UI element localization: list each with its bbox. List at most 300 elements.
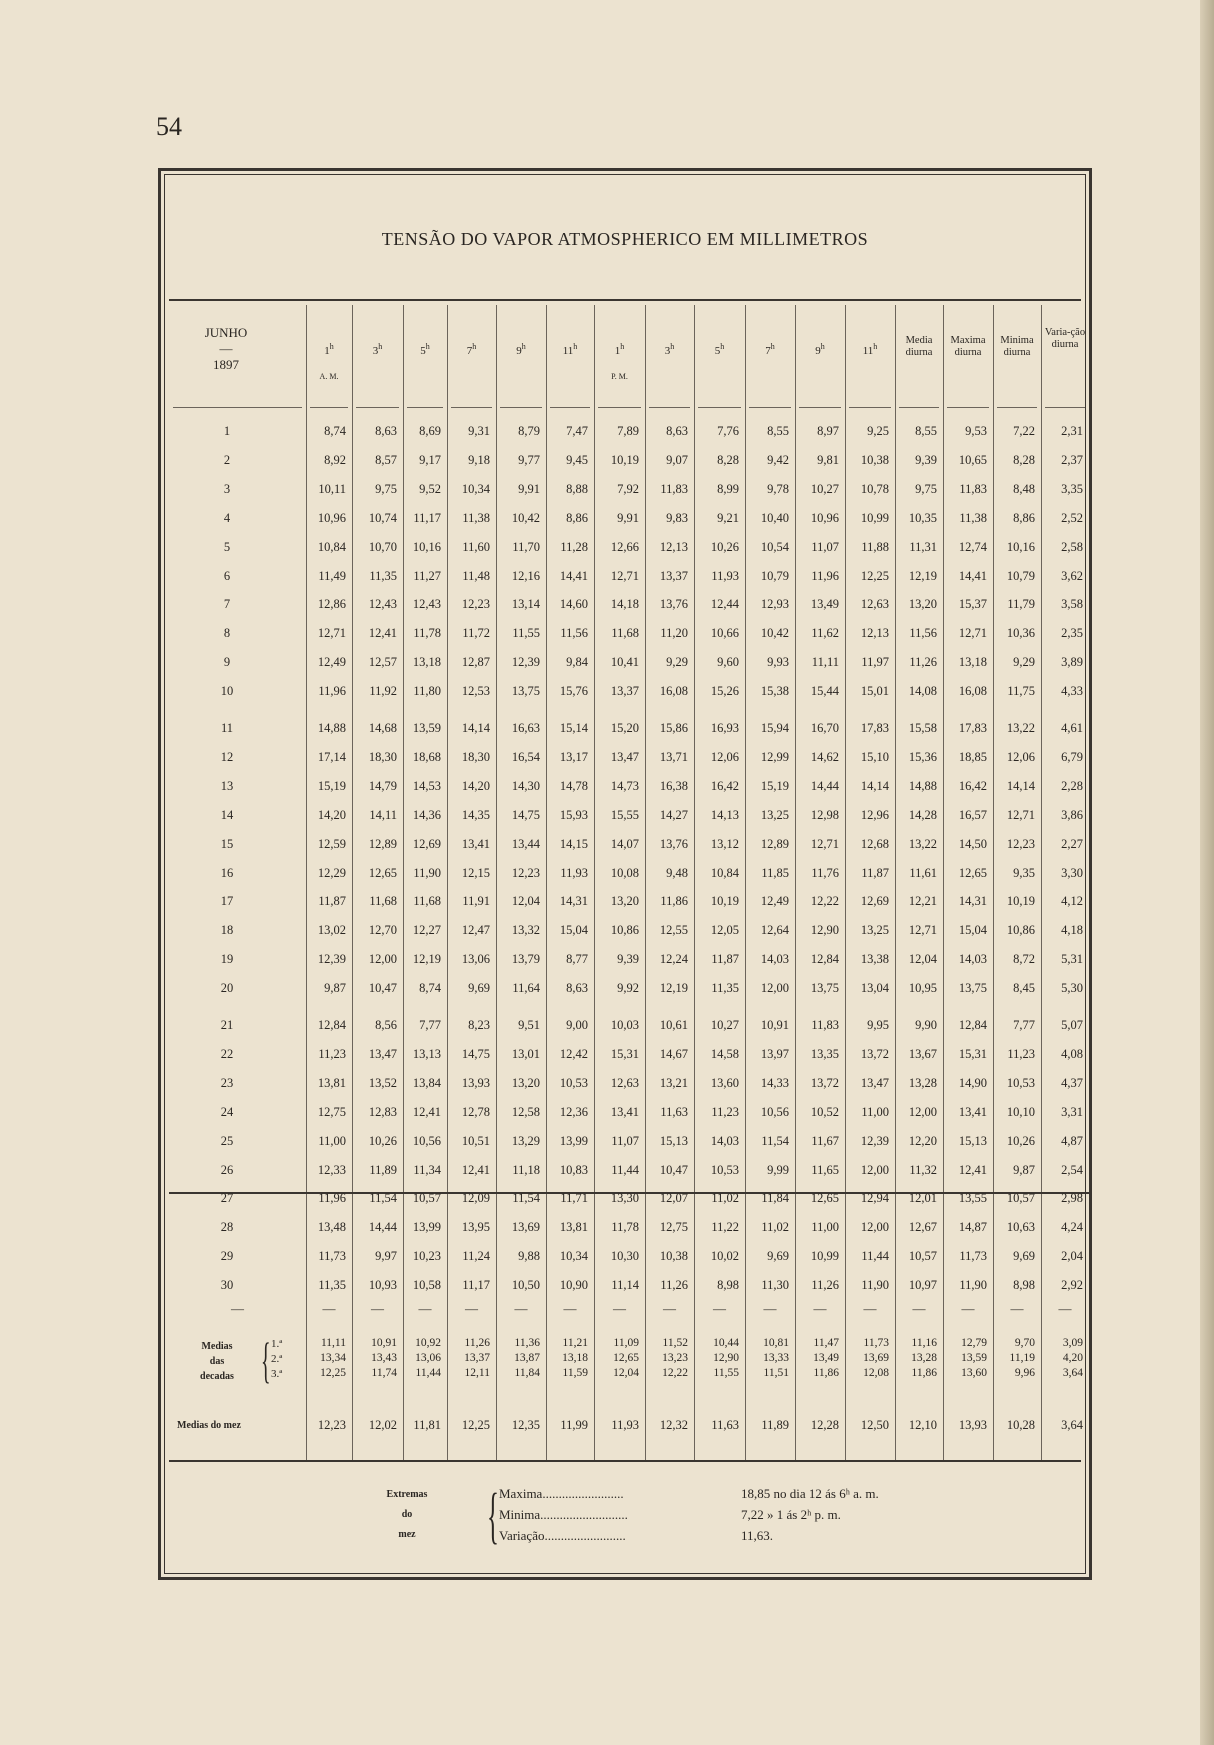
day-number: 1 bbox=[223, 424, 231, 438]
value-cell: 4,33 bbox=[1061, 684, 1083, 699]
hour-number: 3 bbox=[664, 345, 671, 357]
table-bottom-rule bbox=[169, 1460, 1081, 1462]
value-cell: 14,41 bbox=[958, 568, 987, 583]
value-cell: 8,72 bbox=[1013, 952, 1035, 967]
value-cell: 13,22 bbox=[908, 836, 937, 851]
value-cell: 10,83 bbox=[559, 1162, 588, 1177]
table-row bbox=[161, 537, 1089, 557]
value-cell: 13,41 bbox=[461, 836, 490, 851]
value-cell: 14,13 bbox=[710, 807, 739, 822]
value-cell: 11,90 bbox=[413, 865, 441, 880]
table-title: TENSÃO DO VAPOR ATMOSPHERICO EM MILLIMETROS bbox=[381, 229, 869, 249]
header-underline bbox=[799, 407, 841, 408]
value-cell: 12,27 bbox=[412, 923, 441, 938]
value-cell: 12,84 bbox=[810, 952, 839, 967]
value-cell: 12,71 bbox=[317, 626, 346, 641]
value-cell: 10,26 bbox=[368, 1133, 397, 1148]
value-cell: 14,60 bbox=[559, 597, 588, 612]
dash-mark: — bbox=[371, 1301, 384, 1316]
value-cell: 11,73 bbox=[863, 1337, 889, 1349]
value-cell: 10,51 bbox=[461, 1133, 490, 1148]
value-cell: 14,50 bbox=[958, 836, 987, 851]
header-underline bbox=[310, 407, 348, 408]
value-cell: 4,24 bbox=[1061, 1220, 1083, 1235]
value-cell: 11,32 bbox=[909, 1162, 937, 1177]
value-cell: 11,91 bbox=[462, 894, 490, 909]
value-cell: 9,51 bbox=[518, 1018, 540, 1032]
value-cell: 12,02 bbox=[368, 1418, 397, 1432]
table-row bbox=[161, 978, 1089, 998]
value-cell: 8,45 bbox=[1013, 981, 1035, 996]
value-cell: 11,38 bbox=[462, 510, 490, 525]
value-cell: 12,42 bbox=[559, 1046, 588, 1061]
value-cell: 2,04 bbox=[1061, 1249, 1083, 1264]
value-cell: 9,99 bbox=[767, 1162, 789, 1177]
value-cell: 5,30 bbox=[1061, 981, 1083, 996]
value-cell: 8,86 bbox=[1013, 510, 1035, 525]
value-cell: 15,31 bbox=[958, 1046, 987, 1061]
value-cell: 14,41 bbox=[559, 568, 588, 583]
hour-unit: h bbox=[873, 342, 878, 351]
value-cell: 12,94 bbox=[860, 1191, 889, 1206]
value-cell: 12,53 bbox=[461, 684, 490, 699]
month-means-row bbox=[161, 1415, 1089, 1435]
value-cell: 16,42 bbox=[958, 778, 987, 793]
value-cell: 8,55 bbox=[915, 424, 937, 438]
value-cell: 14,31 bbox=[958, 894, 987, 909]
value-cell: 12,65 bbox=[613, 1352, 639, 1364]
hour-unit: h bbox=[620, 342, 625, 351]
hour-unit: h bbox=[820, 342, 825, 351]
value-cell: 11,38 bbox=[959, 510, 987, 525]
value-cell: 9,52 bbox=[419, 481, 441, 496]
value-cell: 9,42 bbox=[767, 452, 789, 467]
value-cell: 8,57 bbox=[375, 452, 397, 467]
value-cell: 9,70 bbox=[1014, 1337, 1035, 1349]
value-cell: 14,11 bbox=[369, 807, 397, 822]
value-cell: 13,41 bbox=[610, 1104, 639, 1119]
value-cell: 12,98 bbox=[810, 807, 839, 822]
value-cell: 17,14 bbox=[317, 749, 346, 764]
hour-header bbox=[845, 341, 895, 357]
value-cell: 9,83 bbox=[666, 510, 688, 525]
value-cell: 13,47 bbox=[368, 1046, 397, 1061]
value-cell: 11,90 bbox=[959, 1278, 987, 1293]
value-cell: 17,83 bbox=[860, 721, 889, 735]
value-cell: 12,89 bbox=[760, 836, 789, 851]
value-cell: 4,87 bbox=[1061, 1133, 1083, 1148]
header-underline bbox=[997, 407, 1037, 408]
value-cell: 3,31 bbox=[1061, 1104, 1083, 1119]
header-underline bbox=[173, 407, 302, 408]
value-cell: 3,30 bbox=[1061, 865, 1083, 880]
value-cell: 11,63 bbox=[711, 1418, 739, 1432]
value-cell: 10,79 bbox=[760, 568, 789, 583]
value-cell: 12,10 bbox=[908, 1418, 937, 1432]
value-cell: 12,59 bbox=[317, 836, 346, 851]
decade-number: 1.ª bbox=[271, 1338, 283, 1350]
value-cell: 2,35 bbox=[1061, 626, 1083, 641]
value-cell: 10,26 bbox=[710, 539, 739, 554]
value-cell: 13,59 bbox=[961, 1352, 987, 1364]
value-cell: 15,13 bbox=[659, 1133, 688, 1148]
value-cell: 13,32 bbox=[511, 923, 540, 938]
value-cell: 7,47 bbox=[566, 424, 588, 438]
value-cell: 14,88 bbox=[908, 778, 937, 793]
table-row bbox=[161, 718, 1089, 738]
day-number: 30 bbox=[220, 1278, 234, 1293]
value-cell: 10,42 bbox=[511, 510, 540, 525]
value-cell: 13,06 bbox=[415, 1352, 441, 1364]
table-row bbox=[161, 1275, 1089, 1295]
header-underline bbox=[407, 407, 443, 408]
value-cell: 14,36 bbox=[412, 807, 441, 822]
value-cell: 11,56 bbox=[909, 626, 937, 641]
table-frame bbox=[158, 168, 1092, 1580]
table-row bbox=[161, 776, 1089, 796]
dash-mark: — bbox=[663, 1301, 676, 1316]
value-cell: 13,87 bbox=[514, 1352, 540, 1364]
table-row bbox=[161, 1246, 1089, 1266]
value-cell: 9,25 bbox=[867, 424, 889, 438]
value-cell: 9,17 bbox=[419, 452, 441, 467]
value-cell: 12,87 bbox=[461, 655, 490, 670]
dash-mark: — bbox=[813, 1301, 827, 1316]
value-cell: 11,59 bbox=[562, 1367, 588, 1379]
value-cell: 12,09 bbox=[461, 1191, 490, 1206]
day-number: 3 bbox=[223, 481, 231, 496]
value-cell: 11,17 bbox=[462, 1278, 490, 1293]
hour-header bbox=[352, 341, 403, 357]
table-row bbox=[161, 1073, 1089, 1093]
value-cell: 11,02 bbox=[711, 1191, 739, 1206]
value-cell: 12,79 bbox=[961, 1337, 987, 1349]
value-cell: 10,19 bbox=[1006, 894, 1035, 909]
value-cell: 2,27 bbox=[1061, 836, 1083, 851]
value-cell: 13,30 bbox=[610, 1191, 639, 1206]
header-underline bbox=[598, 407, 641, 408]
value-cell: 10,27 bbox=[810, 481, 839, 496]
value-cell: 11,72 bbox=[462, 626, 490, 641]
value-cell: 10,41 bbox=[610, 655, 639, 670]
value-cell: 15,58 bbox=[908, 721, 937, 735]
value-cell: 11,81 bbox=[413, 1418, 441, 1432]
value-cell: 11,70 bbox=[512, 539, 540, 554]
value-cell: 8,63 bbox=[666, 424, 688, 438]
value-cell: 10,27 bbox=[710, 1018, 739, 1032]
value-cell: 12,84 bbox=[317, 1018, 346, 1032]
table-row bbox=[161, 863, 1089, 883]
header-underline bbox=[899, 407, 939, 408]
value-cell: 3,89 bbox=[1061, 655, 1083, 670]
value-cell: 10,47 bbox=[659, 1162, 688, 1177]
value-cell: 12,28 bbox=[810, 1418, 839, 1432]
day-number: 26 bbox=[220, 1162, 234, 1177]
value-cell: 12,63 bbox=[860, 597, 889, 612]
value-cell: 14,35 bbox=[461, 807, 490, 822]
value-cell: 13,52 bbox=[368, 1075, 397, 1090]
value-cell: 12,36 bbox=[559, 1104, 588, 1119]
value-cell: 12,19 bbox=[412, 952, 441, 967]
table-row bbox=[161, 920, 1089, 940]
value-cell: 4,18 bbox=[1061, 923, 1083, 938]
day-number: 23 bbox=[220, 1075, 234, 1090]
value-cell: 13,84 bbox=[412, 1075, 441, 1090]
value-cell: 14,20 bbox=[461, 778, 490, 793]
value-cell: 12,70 bbox=[368, 923, 397, 938]
decade-row bbox=[161, 1366, 1089, 1381]
value-cell: 13,47 bbox=[860, 1075, 889, 1090]
value-cell: 9,77 bbox=[518, 452, 540, 467]
value-cell: 10,35 bbox=[908, 510, 937, 525]
value-cell: 13,02 bbox=[317, 923, 346, 938]
value-cell: 10,54 bbox=[760, 539, 789, 554]
day-number: 11 bbox=[220, 721, 234, 735]
value-cell: 10,57 bbox=[412, 1191, 441, 1206]
value-cell: 10,19 bbox=[710, 894, 739, 909]
value-cell: 11,74 bbox=[371, 1367, 397, 1379]
value-cell: 11,35 bbox=[318, 1278, 346, 1293]
value-cell: 10,96 bbox=[810, 510, 839, 525]
value-cell: 11,64 bbox=[512, 981, 540, 996]
value-cell: 11,20 bbox=[660, 626, 688, 641]
extremes-minima-label: Minima........................... bbox=[499, 1507, 628, 1522]
table-row bbox=[161, 747, 1089, 767]
value-cell: 13,71 bbox=[659, 749, 688, 764]
value-cell: 8,98 bbox=[717, 1278, 739, 1293]
value-cell: 13,25 bbox=[760, 807, 789, 822]
day-number: 21 bbox=[220, 1018, 234, 1032]
value-cell: 10,61 bbox=[659, 1018, 688, 1032]
decades-label: das bbox=[209, 1356, 225, 1367]
value-cell: 12,75 bbox=[659, 1220, 688, 1235]
value-cell: 8,88 bbox=[566, 481, 588, 496]
value-cell: 10,10 bbox=[1006, 1104, 1035, 1119]
value-cell: 12,22 bbox=[662, 1367, 688, 1379]
hour-unit: h bbox=[521, 342, 526, 351]
value-cell: 12,15 bbox=[461, 865, 490, 880]
hour-header bbox=[403, 341, 447, 357]
value-cell: 14,44 bbox=[368, 1220, 397, 1235]
decade-row bbox=[161, 1336, 1089, 1351]
value-cell: 12,06 bbox=[1006, 749, 1035, 764]
value-cell: 13,76 bbox=[659, 836, 688, 851]
value-cell: 15,76 bbox=[559, 684, 588, 699]
value-cell: 12,71 bbox=[908, 923, 937, 938]
value-cell: 12,58 bbox=[511, 1104, 540, 1119]
value-cell: 12,04 bbox=[613, 1367, 639, 1379]
value-cell: 11,78 bbox=[611, 1220, 639, 1235]
value-cell: 12,19 bbox=[659, 981, 688, 996]
table-row bbox=[161, 891, 1089, 911]
value-cell: 3,35 bbox=[1061, 481, 1083, 496]
value-cell: 13,17 bbox=[559, 749, 588, 764]
value-cell: 15,31 bbox=[610, 1046, 639, 1061]
table-row bbox=[161, 450, 1089, 470]
value-cell: 12,39 bbox=[511, 655, 540, 670]
value-cell: 11,44 bbox=[861, 1249, 889, 1264]
value-cell: 13,72 bbox=[810, 1075, 839, 1090]
value-cell: 14,14 bbox=[860, 778, 889, 793]
value-cell: 12,64 bbox=[760, 923, 789, 938]
value-cell: 12,00 bbox=[860, 1220, 889, 1235]
hour-header bbox=[447, 341, 496, 357]
value-cell: 12,86 bbox=[317, 597, 346, 612]
value-cell: 9,93 bbox=[767, 655, 789, 670]
value-cell: 9,75 bbox=[915, 481, 937, 496]
value-cell: 14,14 bbox=[1006, 778, 1035, 793]
value-cell: 13,20 bbox=[908, 597, 937, 612]
hour-number: 5 bbox=[714, 345, 721, 357]
value-cell: 13,34 bbox=[320, 1352, 346, 1364]
value-cell: 10,78 bbox=[860, 481, 889, 496]
value-cell: 11,31 bbox=[909, 539, 937, 554]
value-cell: 5,07 bbox=[1061, 1018, 1083, 1032]
value-cell: 12,41 bbox=[412, 1104, 441, 1119]
month-means-label: Medias do mez bbox=[177, 1420, 241, 1431]
day-number: 8 bbox=[223, 626, 231, 641]
value-cell: 14,75 bbox=[511, 807, 540, 822]
value-cell: 12,13 bbox=[860, 626, 889, 641]
value-cell: 12,32 bbox=[659, 1418, 688, 1432]
decade-row bbox=[161, 1351, 1089, 1366]
value-cell: 11,75 bbox=[1007, 684, 1035, 699]
value-cell: 6,79 bbox=[1061, 749, 1083, 764]
day-number: 10 bbox=[220, 684, 234, 699]
value-cell: 11,11 bbox=[811, 655, 839, 670]
value-cell: 14,53 bbox=[412, 778, 441, 793]
value-cell: 14,90 bbox=[958, 1075, 987, 1090]
header-underline bbox=[550, 407, 590, 408]
value-cell: 11,89 bbox=[761, 1418, 789, 1432]
value-cell: 12,25 bbox=[461, 1418, 490, 1432]
value-cell: 13,22 bbox=[1006, 721, 1035, 735]
hour-number: 11 bbox=[562, 345, 574, 357]
value-cell: 11,93 bbox=[711, 568, 739, 583]
value-cell: 13,41 bbox=[958, 1104, 987, 1119]
value-cell: 10,34 bbox=[559, 1249, 588, 1264]
value-cell: 14,79 bbox=[368, 778, 397, 793]
decade-number: 2.ª bbox=[271, 1353, 283, 1365]
page-number: 54 bbox=[156, 112, 182, 141]
value-cell: 11,68 bbox=[413, 894, 441, 909]
value-cell: 14,07 bbox=[610, 836, 639, 851]
value-cell: 10,08 bbox=[610, 865, 639, 880]
value-cell: 12,25 bbox=[860, 568, 889, 583]
value-cell: 18,68 bbox=[412, 749, 441, 764]
value-cell: 12,25 bbox=[320, 1367, 346, 1379]
value-cell: 14,58 bbox=[710, 1046, 739, 1061]
value-cell: 16,57 bbox=[958, 807, 987, 822]
value-cell: 11,86 bbox=[911, 1367, 937, 1379]
value-cell: 4,08 bbox=[1061, 1046, 1083, 1061]
value-cell: 12,29 bbox=[317, 865, 346, 880]
value-cell: 14,31 bbox=[559, 894, 588, 909]
value-cell: 10,02 bbox=[710, 1249, 739, 1264]
value-cell: 10,79 bbox=[1006, 568, 1035, 583]
value-cell: 10,36 bbox=[1006, 626, 1035, 641]
decades-label: Medias bbox=[201, 1341, 233, 1352]
value-cell: 13,60 bbox=[961, 1367, 987, 1379]
value-cell: 9,45 bbox=[566, 452, 588, 467]
value-cell: 9,69 bbox=[468, 981, 490, 996]
value-cell: 9,07 bbox=[666, 452, 688, 467]
value-cell: 15,55 bbox=[610, 807, 639, 822]
value-cell: 13,35 bbox=[810, 1046, 839, 1061]
value-cell: 11,87 bbox=[861, 865, 889, 880]
value-cell: 10,56 bbox=[412, 1133, 441, 1148]
value-cell: 17,83 bbox=[958, 721, 987, 735]
value-cell: 16,93 bbox=[710, 721, 739, 735]
value-cell: 10,95 bbox=[908, 981, 937, 996]
value-cell: 13,60 bbox=[710, 1075, 739, 1090]
value-cell: 8,55 bbox=[767, 424, 789, 438]
value-cell: 12,49 bbox=[317, 655, 346, 670]
value-cell: 9,69 bbox=[1013, 1249, 1035, 1264]
hour-unit: h bbox=[670, 342, 675, 351]
value-cell: 10,16 bbox=[1006, 539, 1035, 554]
value-cell: 12,57 bbox=[368, 655, 397, 670]
value-cell: 14,30 bbox=[511, 778, 540, 793]
value-cell: 11,99 bbox=[560, 1418, 588, 1432]
value-cell: 9,53 bbox=[965, 424, 987, 438]
value-cell: 2,54 bbox=[1061, 1162, 1083, 1177]
value-cell: 12,35 bbox=[511, 1418, 540, 1432]
value-cell: 10,63 bbox=[1006, 1220, 1035, 1235]
value-cell: 13,49 bbox=[810, 597, 839, 612]
value-cell: 12,71 bbox=[1006, 807, 1035, 822]
value-cell: 16,70 bbox=[810, 721, 839, 735]
value-cell: 8,48 bbox=[1013, 481, 1035, 496]
value-cell: 10,53 bbox=[710, 1162, 739, 1177]
day-number: 4 bbox=[223, 510, 231, 525]
value-cell: 9,00 bbox=[566, 1018, 588, 1032]
value-cell: 11,93 bbox=[560, 865, 588, 880]
value-cell: 13,18 bbox=[958, 655, 987, 670]
value-cell: 10,44 bbox=[713, 1337, 739, 1349]
value-cell: 12,47 bbox=[461, 923, 490, 938]
value-cell: 14,03 bbox=[710, 1133, 739, 1148]
value-cell: 10,11 bbox=[318, 481, 346, 496]
value-cell: 10,93 bbox=[368, 1278, 397, 1293]
day-number: 17 bbox=[220, 894, 234, 909]
hour-number: 9 bbox=[815, 345, 821, 357]
dash-mark: — bbox=[763, 1301, 777, 1316]
value-cell: 11,16 bbox=[911, 1337, 937, 1349]
value-cell: 14,03 bbox=[958, 952, 987, 967]
header-underline bbox=[947, 407, 989, 408]
hour-header bbox=[745, 341, 795, 357]
table-row bbox=[161, 1188, 1089, 1208]
hour-unit: h bbox=[720, 342, 725, 351]
value-cell: 11,22 bbox=[711, 1220, 739, 1235]
value-cell: 12,39 bbox=[860, 1133, 889, 1148]
value-cell: 12,89 bbox=[368, 836, 397, 851]
value-cell: 11,34 bbox=[413, 1162, 441, 1177]
dash-mark: — bbox=[465, 1301, 478, 1316]
value-cell: 14,15 bbox=[559, 836, 588, 851]
value-cell: 7,92 bbox=[617, 481, 639, 496]
extremes-label-3: mez bbox=[398, 1529, 416, 1540]
value-cell: 13,59 bbox=[412, 721, 441, 735]
value-cell: 14,78 bbox=[559, 778, 588, 793]
value-cell: 12,21 bbox=[908, 894, 937, 909]
value-cell: 4,20 bbox=[1062, 1352, 1083, 1364]
value-cell: 16,42 bbox=[710, 778, 739, 793]
value-cell: 12,65 bbox=[958, 865, 987, 880]
value-cell: 14,08 bbox=[908, 684, 937, 699]
value-cell: 16,63 bbox=[511, 721, 540, 735]
